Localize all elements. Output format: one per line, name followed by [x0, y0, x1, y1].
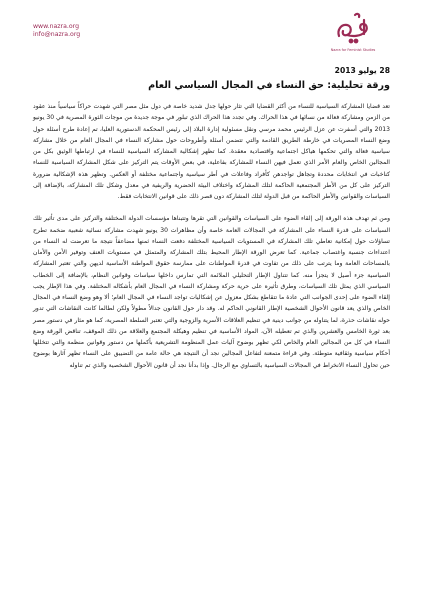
page-header — [0, 10, 423, 62]
page-title: ورقة تحليلية: حق النساء في المجال السياسي العام — [148, 80, 390, 91]
publication-date: 28 يوليو 2013 — [334, 66, 390, 75]
paragraph-1: تعد قضايا المشاركة السياسية للنساء من أكثر القضايا التي تثار حولها جدل شديد خاصة في دول مثل مصر التي شهدت حراكاً سياسياً منذ عقود من الزمن ومشاركة فعالة من نسائها في هذا الحراك. وفي تجدد هذا الحراك الذي تبلور في موجة جديدة من موجات الثورة المصرية في 30 يونيو 2013 والتي أسفرت عن عزل الرئيس محمد مرسي ونقل مسئولية إدارة البلاد إلى رئيس المحكمة الدستورية العليا، تم إعادة طرح أسئلة حول وضع النساء المصريات في خارطة الطريق القادمة والتي تتضمن أسئلة وأطروحات حول مشاركة النساء في المجال العام من خلال مشاركة سياسية فعالة والتي تحكمها هياكل اجتماعية واقتصادية معقدة. كما تظهر إشكالية المشاركة السياسية للنساء في ارتباطها الوثيق بكل من المجالين الخاص والعام الأمر الذي تعمل فيهن النساء للمشاركة بفاعلية، في بعض الأوقات يتم التركيز على شكل المشاركة السياسية للنساء كناخبات في انتخابات محددة وتجاهل تواجدهن كأفراد وفاعلات في أطر سياسية واجتماعية مختلفة أو العكس. وتظهر هذه الإشكالية ضرورة التركيز على كل من الأطر المجتمعية الحاكمة لتلك المشاركة واختلاف البيئة الحضرية والريفية في معدل وشكل تلك المشاركة، بالإضافة إلى السياسات والقوانين والأطر الحاكمة من قبل الدولة لتلك المشاركة دون قصر ذلك على قوانين الانتخابات فقط. — [33, 103, 390, 200]
paragraph-2: ومن ثم تهدف هذه الورقة إلى إلقاء الضوء على السياسات والقوانين التي تقرها وتتبناها مؤسسات الدولة المختلفة والتركيز على مدى تأثير تلك السياسات على قدرة النساء على المشاركة في المجالات العامة خاصة وأن مظاهرات 30 يونيو شهدت مشاركة نسائية شعبية ضخمة تطرح تساؤلات حول إمكانية تعاطي تلك المشاركة في المستويات السياسية المختلفة دفعت النساء ثمنها مضاعفاً نتيجة ما تعرضت له النساء من اعتداءات جنسية واغتصاب جماعية. كما تعرض الورقة الإطار المحيط بتلك المشاركة والمتمثل في مستويات العنف وتوفير الأمن والأمان بالمساحات العامة وما يترتب على ذلك من تفاوت في قدرة المواطنات على ممارسة حقوق المواطنة الأساسية لديهن والتي تعتبر المشاركة السياسية جزء أصيل لا يتجزأ منه. كما تتناول الإطار التحليلي الملائمة التي تمارس داخلها سياسات وقوانين النظام، بالإضافة إلى الخطاب السياسي الذي يمثل تلك السياسات، وطرق تأثيره على حرية حركة ومشاركة النساء في المجال العام بأشكاله المختلفة. وفي هذا الإطار يجب إلقاء الضوء على إحدى الجوانب التي عادة ما تتقاطع بشكل معزول عن إشكاليات تواجد النساء في المجال العام؛ ألا وهو وضع النساء في المجال الخاص والذي يعد قانون الأحوال الشخصية الإطار القانوني الحاكم له. وقد دار حول القانون جدالاً مطولاً ولكن لطالما كانت النقاشات التي تدور حوله نقاشات حذرة، لما يتناوله من جوانب دينية في تنظيم العلاقات الأسرية والزوجية والتي تعتبر السلطة المصرية، كما هو مثار في دستور مصر بعد ثورة الخامس والعشرين والذي تم تعطيله الآن، المواد الأساسية في تنظيم وهيكلة المجتمع والعلاقة من ذلك الموقف، تناقض الورقة وضع النساء في كل من المجالين العام والخاص لكي تظهر بوضوح آليات عمل المنظومة التشريعية بأكملها من دستور وقوانين منظمة والتي تتخللها أحكام سياسية وثقافية متوطئة. وفي قراءة متمعنة لتفاعل المجالين نجد أن النتيجة هي حالة عامة من التضييق على النساء تظهر آثارها بوضوح حين تحاول النساء الانخراط في المجالات السياسية بالتساوي مع الرجال. وإذا بدأنا نجد أن قانون الأحوال الشخصية والذي تم تناوله — [33, 215, 390, 369]
nazra-logo — [323, 10, 383, 58]
website-link[interactable]: www.nazra.org — [33, 23, 79, 30]
article-body — [33, 101, 390, 382]
nazra-logo-icon — [331, 10, 375, 48]
contact-info — [33, 23, 80, 39]
email-link[interactable]: info@nazra.org — [33, 31, 81, 38]
logo-subtitle: Nazra for Feminist Studies — [330, 48, 376, 52]
